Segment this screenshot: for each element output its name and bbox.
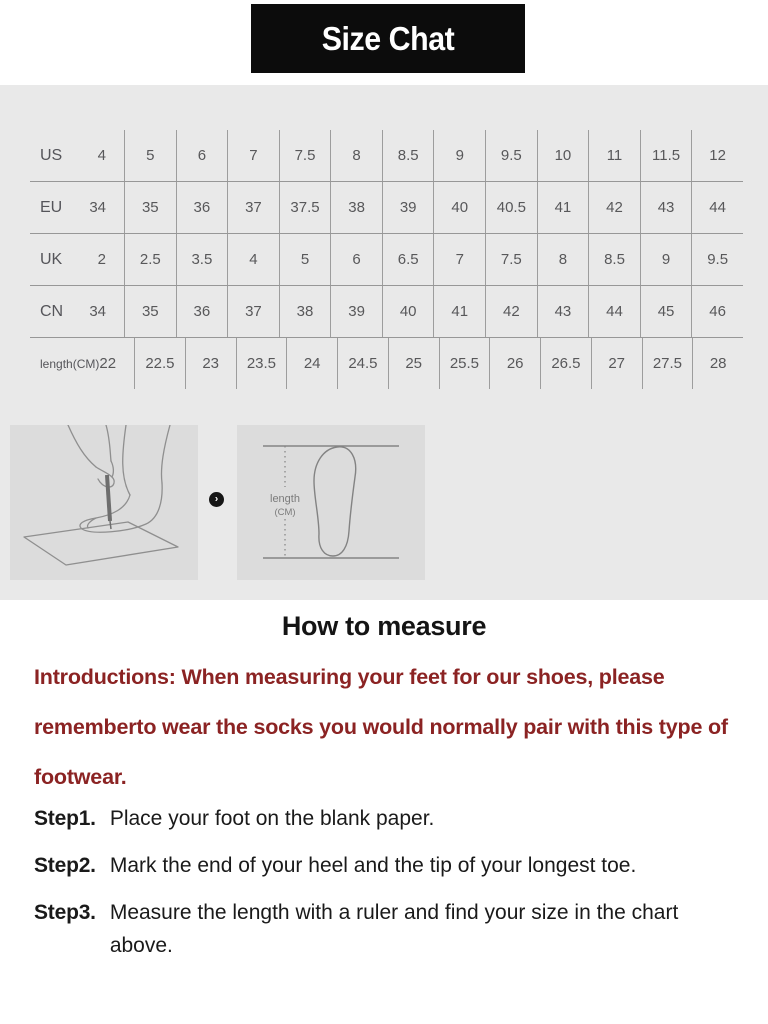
size-table-row — [30, 286, 743, 338]
size-value-cell: 8.5 — [382, 130, 434, 181]
step-item — [34, 802, 738, 835]
size-value-cell: 4 — [227, 234, 279, 285]
size-value-cell: 36 — [176, 286, 228, 337]
foot-length-illustration-panel — [237, 425, 425, 580]
size-value-cell: 46 — [691, 286, 743, 337]
size-value-cell: 23 — [185, 338, 236, 389]
size-value: 4 — [97, 147, 106, 164]
measuring-illustration-panel — [10, 425, 198, 580]
size-value-cell: 23.5 — [236, 338, 287, 389]
size-value-cell: 38 — [279, 286, 331, 337]
size-value-cell: 2.5 — [124, 234, 176, 285]
size-value-cell: 8.5 — [588, 234, 640, 285]
size-value-cell: 27 — [591, 338, 642, 389]
size-table-row — [30, 130, 743, 182]
chevron-right-icon — [209, 492, 224, 507]
size-value-cell: 35 — [124, 182, 176, 233]
size-value-cell: 42 — [485, 286, 537, 337]
chevron-glyph: › — [214, 493, 219, 504]
size-value: 34 — [89, 199, 106, 216]
size-value-cell: 37 — [227, 182, 279, 233]
step-text: Mark the end of your heel and the tip of your longest toe. — [109, 854, 637, 877]
size-value-cell: 37.5 — [279, 182, 331, 233]
size-table-label-cell — [30, 234, 124, 285]
size-value-cell: 7.5 — [279, 130, 331, 181]
size-value-cell: 39 — [382, 182, 434, 233]
size-value-cell: 40 — [382, 286, 434, 337]
size-value-cell: 44 — [691, 182, 743, 233]
size-value-cell: 11.5 — [640, 130, 692, 181]
size-value-cell: 6.5 — [382, 234, 434, 285]
size-value-cell: 9 — [433, 130, 485, 181]
length-unit-label: (CM) — [274, 507, 296, 518]
step-item — [34, 849, 738, 882]
size-table-row — [30, 182, 743, 234]
page-title: Size Chat — [321, 19, 455, 57]
size-value-cell: 8 — [537, 234, 589, 285]
size-table-row — [30, 234, 743, 286]
step-label: Step2. — [34, 854, 96, 877]
size-system-label: EU — [40, 198, 63, 216]
size-value-cell: 40 — [433, 182, 485, 233]
length-label: length — [270, 493, 300, 505]
size-value-cell: 6 — [330, 234, 382, 285]
size-value-cell: 9.5 — [485, 130, 537, 181]
size-value-cell: 7 — [227, 130, 279, 181]
size-value-cell: 8 — [330, 130, 382, 181]
size-value-cell: 26 — [489, 338, 540, 389]
size-value-cell: 27.5 — [642, 338, 693, 389]
size-value: 2 — [97, 251, 106, 268]
size-system-label: length(CM) — [40, 356, 100, 371]
size-value-cell: 41 — [433, 286, 485, 337]
size-value: 34 — [89, 303, 106, 320]
size-value-cell: 37 — [227, 286, 279, 337]
size-value-cell: 22.5 — [134, 338, 185, 389]
size-value-cell: 9 — [640, 234, 692, 285]
size-table-label-cell — [30, 286, 124, 337]
introduction-text: Introductions: When measuring your feet for our shoes, please rememberto wear the socks you would normally pair with this type of footwear. — [34, 665, 728, 789]
size-value-cell: 36 — [176, 182, 228, 233]
size-value-cell: 12 — [691, 130, 743, 181]
size-value-cell: 10 — [537, 130, 589, 181]
size-value-cell: 35 — [124, 286, 176, 337]
size-value-cell: 5 — [279, 234, 331, 285]
size-value: 22 — [99, 355, 117, 372]
size-value-cell: 7 — [433, 234, 485, 285]
hand-marking-foot-on-paper-illustration — [10, 425, 198, 580]
size-table-label-cell — [30, 130, 124, 181]
size-value-cell: 38 — [330, 182, 382, 233]
how-to-measure-section — [0, 610, 768, 976]
size-table-row — [30, 338, 743, 389]
size-value-cell: 41 — [537, 182, 589, 233]
size-value-cell: 5 — [124, 130, 176, 181]
size-value-cell: 44 — [588, 286, 640, 337]
steps-list — [34, 802, 738, 962]
size-system-label: US — [40, 146, 63, 164]
size-value-cell: 43 — [640, 182, 692, 233]
size-value-cell: 43 — [537, 286, 589, 337]
size-value-cell: 39 — [330, 286, 382, 337]
size-system-label: CN — [40, 302, 64, 320]
step-item — [34, 896, 738, 962]
size-value-cell: 11 — [588, 130, 640, 181]
size-value-cell: 40.5 — [485, 182, 537, 233]
size-value-cell: 45 — [640, 286, 692, 337]
size-value-cell: 42 — [588, 182, 640, 233]
page-title-banner — [251, 4, 525, 73]
step-text: Measure the length with a ruler and find your size in the chart above. — [109, 901, 679, 957]
size-value-cell: 28 — [692, 338, 743, 389]
size-value-cell: 6 — [176, 130, 228, 181]
size-system-label: UK — [40, 250, 63, 268]
size-conversion-table — [30, 130, 743, 389]
size-value-cell: 24.5 — [337, 338, 388, 389]
size-chart-section — [0, 85, 768, 600]
size-value-cell: 7.5 — [485, 234, 537, 285]
size-value-cell: 25 — [388, 338, 439, 389]
how-to-measure-heading: How to measure — [281, 611, 487, 641]
size-value-cell: 9.5 — [691, 234, 743, 285]
size-value-cell: 25.5 — [439, 338, 490, 389]
step-text: Place your foot on the blank paper. — [109, 807, 435, 830]
size-value-cell: 3.5 — [176, 234, 228, 285]
size-table-label-cell — [30, 338, 134, 389]
size-value-cell: 24 — [286, 338, 337, 389]
step-label: Step1. — [34, 807, 96, 830]
size-table-label-cell — [30, 182, 124, 233]
foot-length-diagram-illustration — [237, 425, 425, 580]
step-label: Step3. — [34, 901, 96, 924]
size-value-cell: 26.5 — [540, 338, 591, 389]
